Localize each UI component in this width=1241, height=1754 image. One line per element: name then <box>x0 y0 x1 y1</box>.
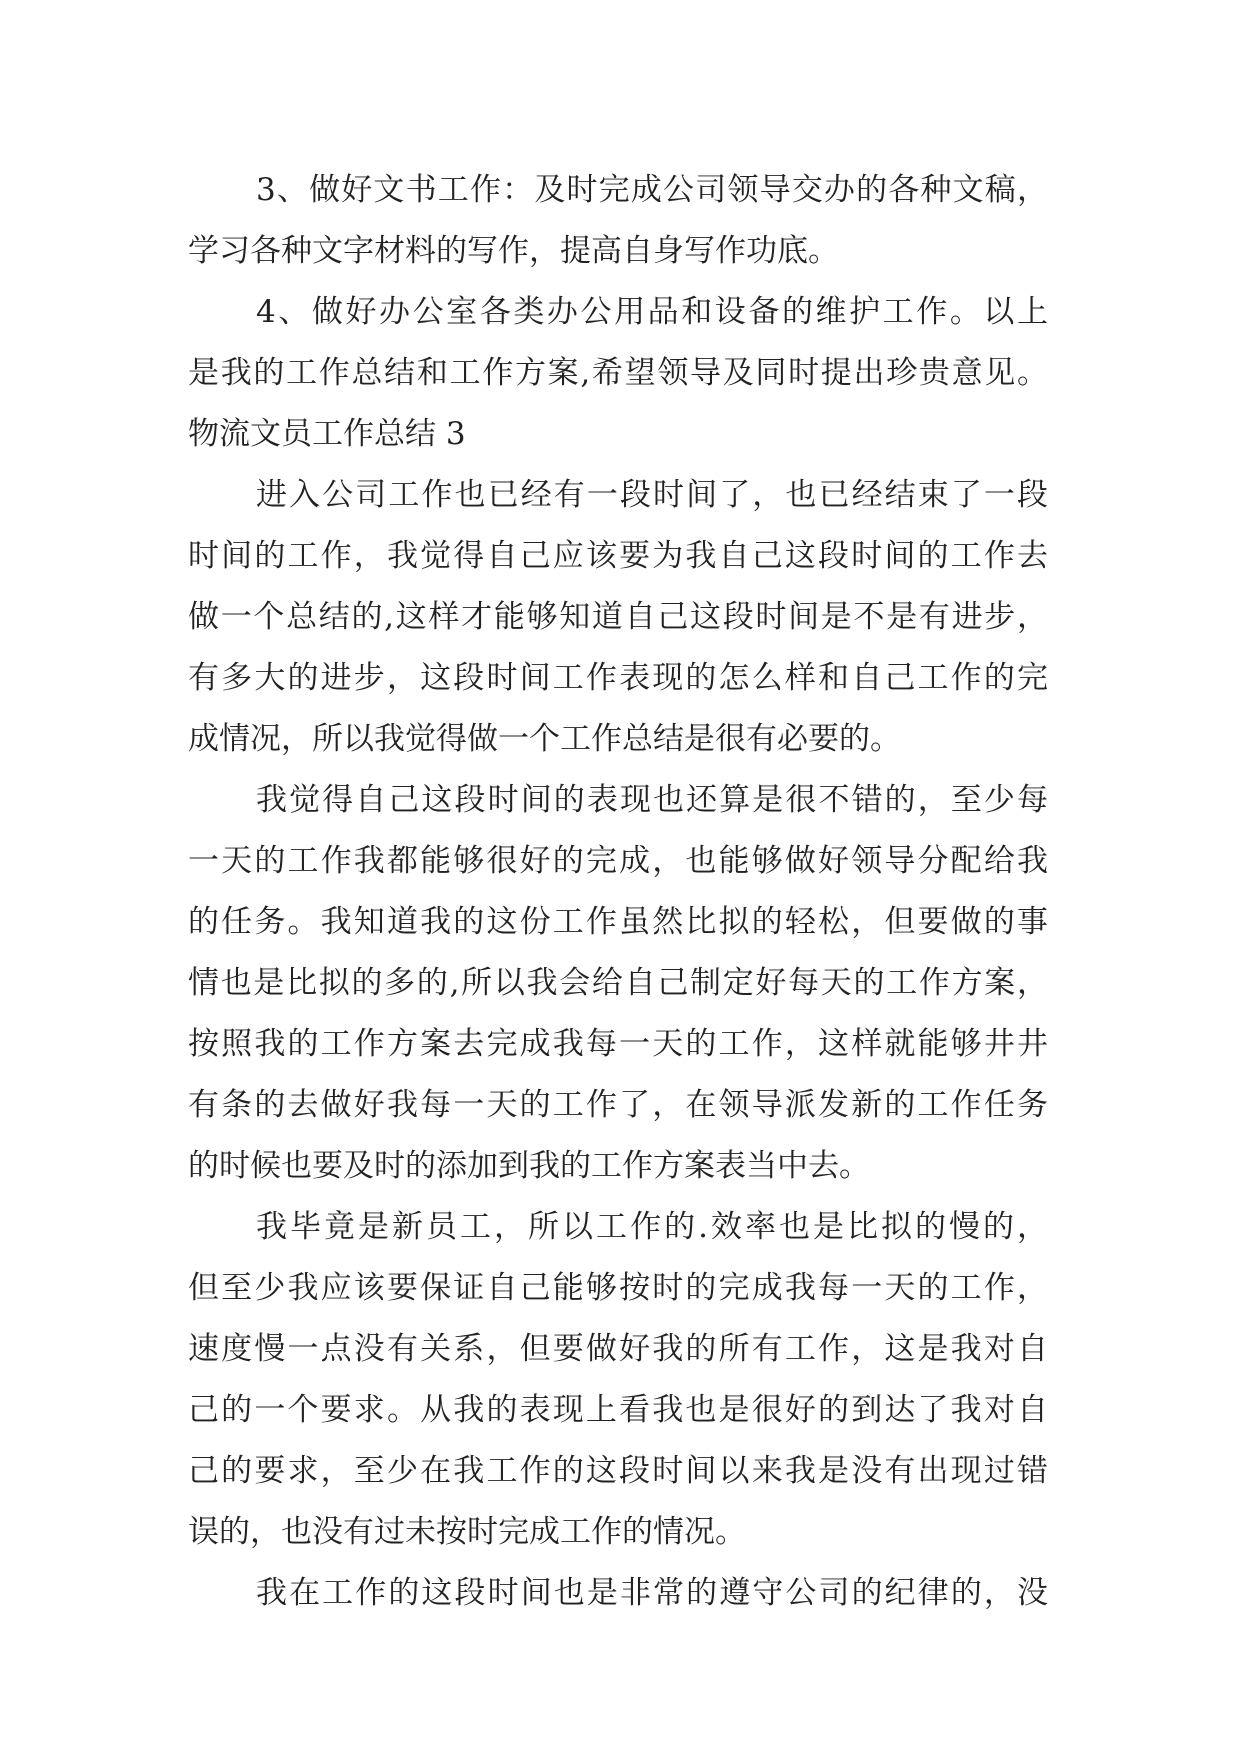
text-line: 时间的工作，我觉得自己应该要为我自己这段时间的工作去 <box>188 538 1048 574</box>
text-line: 3、做好文书工作：及时完成公司领导交办的各种文稿， <box>256 172 1048 208</box>
text-line: 成情况，所以我觉得做一个工作总结是很有必要的。 <box>188 721 901 757</box>
text-line: 我觉得自己这段时间的表现也还算是很不错的，至少每 <box>256 782 1048 818</box>
section-heading: 物流文员工作总结 3 <box>188 416 466 452</box>
text-line: 我毕竟是新员工，所以工作的.效率也是比拟的慢的， <box>256 1209 1048 1245</box>
text-line: 一天的工作我都能够很好的完成，也能够做好领导分配给我 <box>188 843 1048 879</box>
text-line: 误的，也没有过未按时完成工作的情况。 <box>188 1514 746 1550</box>
text-line: 有多大的进步，这段时间工作表现的怎么样和自己工作的完 <box>188 660 1048 696</box>
text-line: 的任务。我知道我的这份工作虽然比拟的轻松，但要做的事 <box>188 904 1048 940</box>
text-line: 进入公司工作也已经有一段时间了，也已经结束了一段 <box>256 477 1048 513</box>
text-line: 4、做好办公室各类办公用品和设备的维护工作。以上 <box>256 294 1048 330</box>
text-line: 己的要求，至少在我工作的这段时间以来我是没有出现过错 <box>188 1453 1048 1489</box>
text-line: 己的一个要求。从我的表现上看我也是很好的到达了我对自 <box>188 1392 1048 1428</box>
text-line: 有条的去做好我每一天的工作了，在领导派发新的工作任务 <box>188 1087 1048 1123</box>
text-line: 我在工作的这段时间也是非常的遵守公司的纪律的，没 <box>256 1575 1048 1611</box>
text-line: 是我的工作总结和工作方案,希望领导及同时提出珍贵意见。 <box>188 355 1048 391</box>
text-line: 按照我的工作方案去完成我每一天的工作，这样就能够井井 <box>188 1026 1048 1062</box>
text-line: 情也是比拟的多的,所以我会给自己制定好每天的工作方案， <box>188 965 1048 1001</box>
text-line: 学习各种文字材料的写作，提高自身写作功底。 <box>188 233 839 269</box>
text-line: 做一个总结的,这样才能够知道自己这段时间是不是有进步， <box>188 599 1048 635</box>
text-line: 但至少我应该要保证自己能够按时的完成我每一天的工作， <box>188 1270 1048 1306</box>
text-line: 速度慢一点没有关系，但要做好我的所有工作，这是我对自 <box>188 1331 1048 1367</box>
text-line: 的时候也要及时的添加到我的工作方案表当中去。 <box>188 1148 870 1184</box>
document-body <box>188 160 1048 1624</box>
